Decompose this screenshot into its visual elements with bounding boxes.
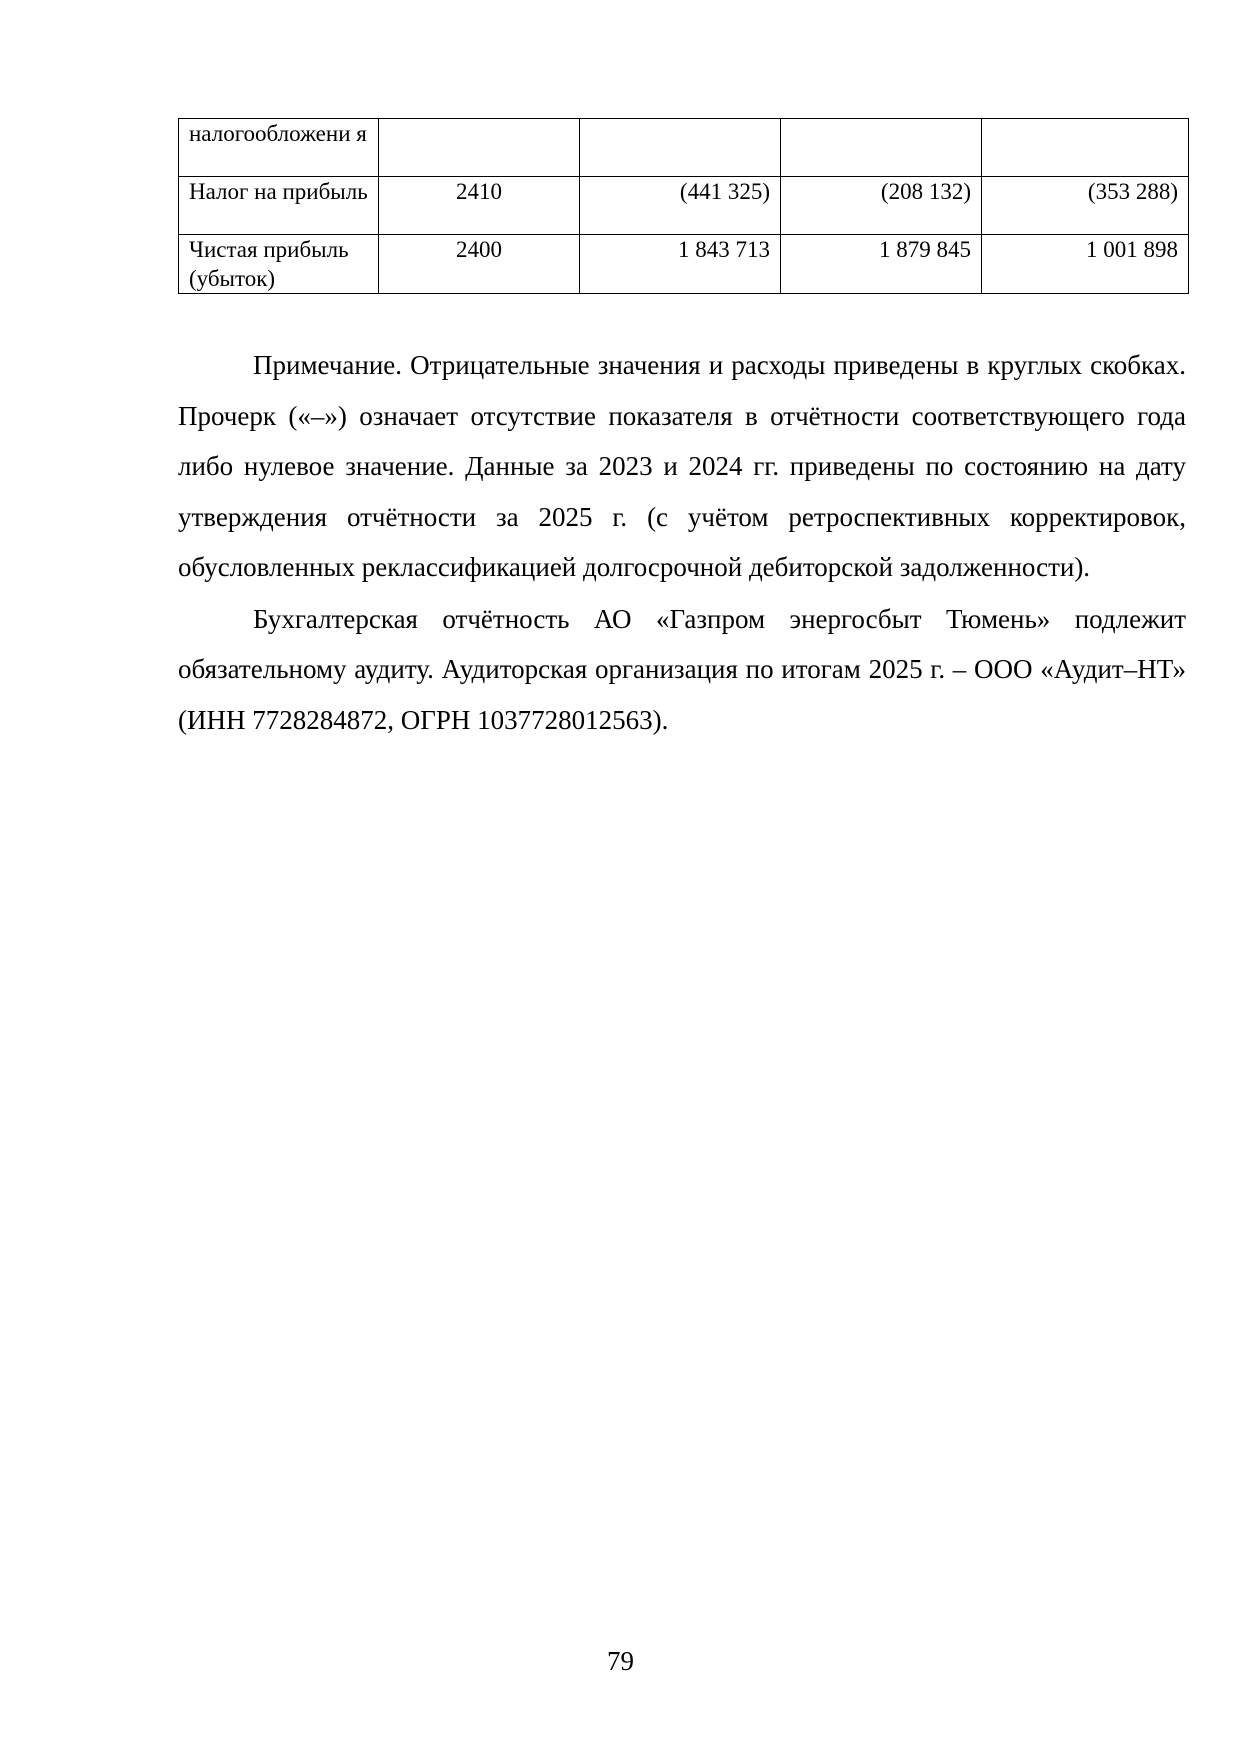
value-2023 <box>982 119 1189 177</box>
value-2023: 1 001 898 <box>982 235 1189 294</box>
row-code: 2400 <box>379 235 580 294</box>
row-label: налогообложени я <box>179 119 379 177</box>
value-2024 <box>781 119 982 177</box>
financial-table <box>178 118 1189 294</box>
value-2023: (353 288) <box>982 177 1189 235</box>
row-code: 2410 <box>379 177 580 235</box>
row-code <box>379 119 580 177</box>
audit-paragraph: Бухгалтерская отчётность АО «Газпром энергосбыт Тюмень» подлежит обязательному аудиту. Аудиторская организация по итогам 2025 г. – ООО «Аудит–НТ» (ИНН 7728284872, ОГРН 1037728012563). <box>178 603 1186 735</box>
note-paragraph: Примечание. Отрицательные значения и расходы приведены в круглых скобках. Прочерк («–») означает отсутствие показателя в отчётности соответствующего года либо нулевое значение. Данные за 2023 и 2024 гг. приведены по состоянию на дату утверждения отчётности за 2025 г. (с учётом ретроспективных корректировок, обусловленных реклассификацией долгосрочной дебиторской задолженности). <box>178 350 1186 582</box>
table-row <box>179 177 1189 235</box>
table-row <box>179 235 1189 294</box>
row-label: Налог на прибыль <box>179 177 379 235</box>
value-2025: (441 325) <box>580 177 781 235</box>
value-2024: (208 132) <box>781 177 982 235</box>
value-2025: 1 843 713 <box>580 235 781 294</box>
value-2025 <box>580 119 781 177</box>
row-label: Чистая прибыль (убыток) <box>179 235 379 294</box>
table-row <box>179 119 1189 177</box>
page-number: 79 <box>607 1646 634 1676</box>
value-2024: 1 879 845 <box>781 235 982 294</box>
note-block <box>178 340 1186 746</box>
